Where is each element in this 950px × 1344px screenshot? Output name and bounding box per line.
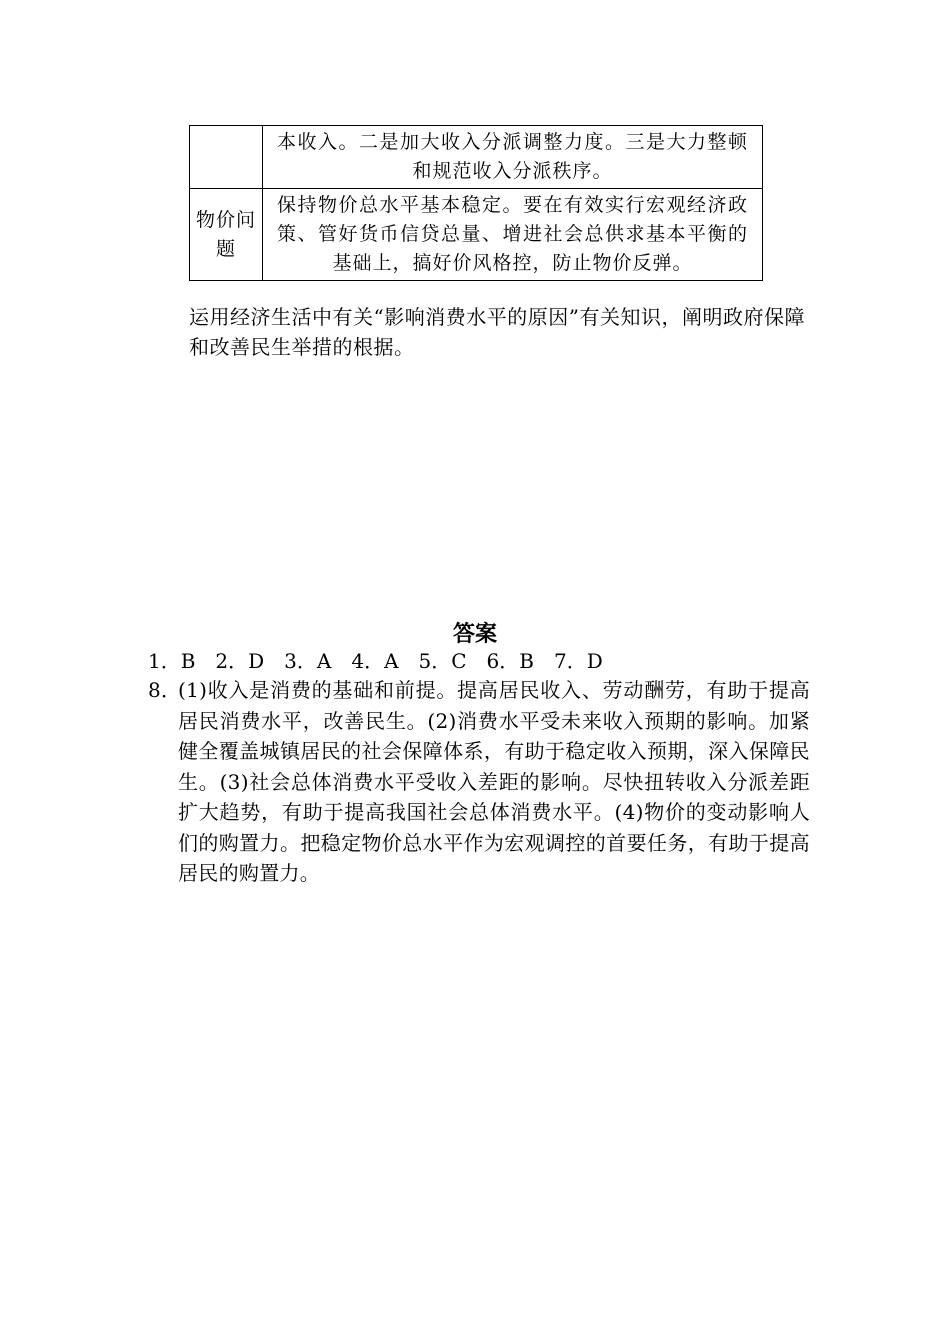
question-8-text: (1)收入是消费的基础和前提。提高居民收入、劳动酬劳，有助于提高居民消费水平，改善民生。(2)消费水平受未来收入预期的影响。加紧健全覆盖城镇居民的社会保障体系，有助于稳定收入预期，深入保障民生。(3)社会总体消费水平受收入差距的影响。尽快扭转收入分派差距扩大趋势，有助于提高我国社会总体消费水平。(4)物价的变动影响人们的购置力。把稳定物价总水平作为宏观调控的首要任务，有助于提高居民的购置力。 — [178, 678, 810, 885]
row-content: 本收入。二是加大收入分派调整力度。三是大力整顿和规范收入分派秩序。 — [263, 126, 763, 189]
table-row — [190, 126, 763, 189]
row-label-price-issue: 物价问题 — [190, 189, 263, 281]
question-text: 运用经济生活中有关“影响消费水平的原因”有关知识，阐明政府保障和改善民生举措的根据。 — [189, 305, 805, 359]
policy-table — [189, 125, 763, 281]
row-label — [190, 126, 263, 189]
question-8-number: 8． — [148, 678, 182, 702]
multiple-choice-answers: 1．B 2．D 3．A 4．A 5．C 6．B 7．D — [148, 649, 603, 673]
answer-heading: 答案 — [452, 622, 497, 647]
question-8-answer — [148, 675, 810, 889]
row-content: 保持物价总水平基本稳定。要在有效实行宏观经济政策、管好货币信贷总量、增进社会总供求基本平衡的基础上，搞好价风格控，防止物价反弹。 — [263, 189, 763, 281]
table-row — [190, 189, 763, 281]
